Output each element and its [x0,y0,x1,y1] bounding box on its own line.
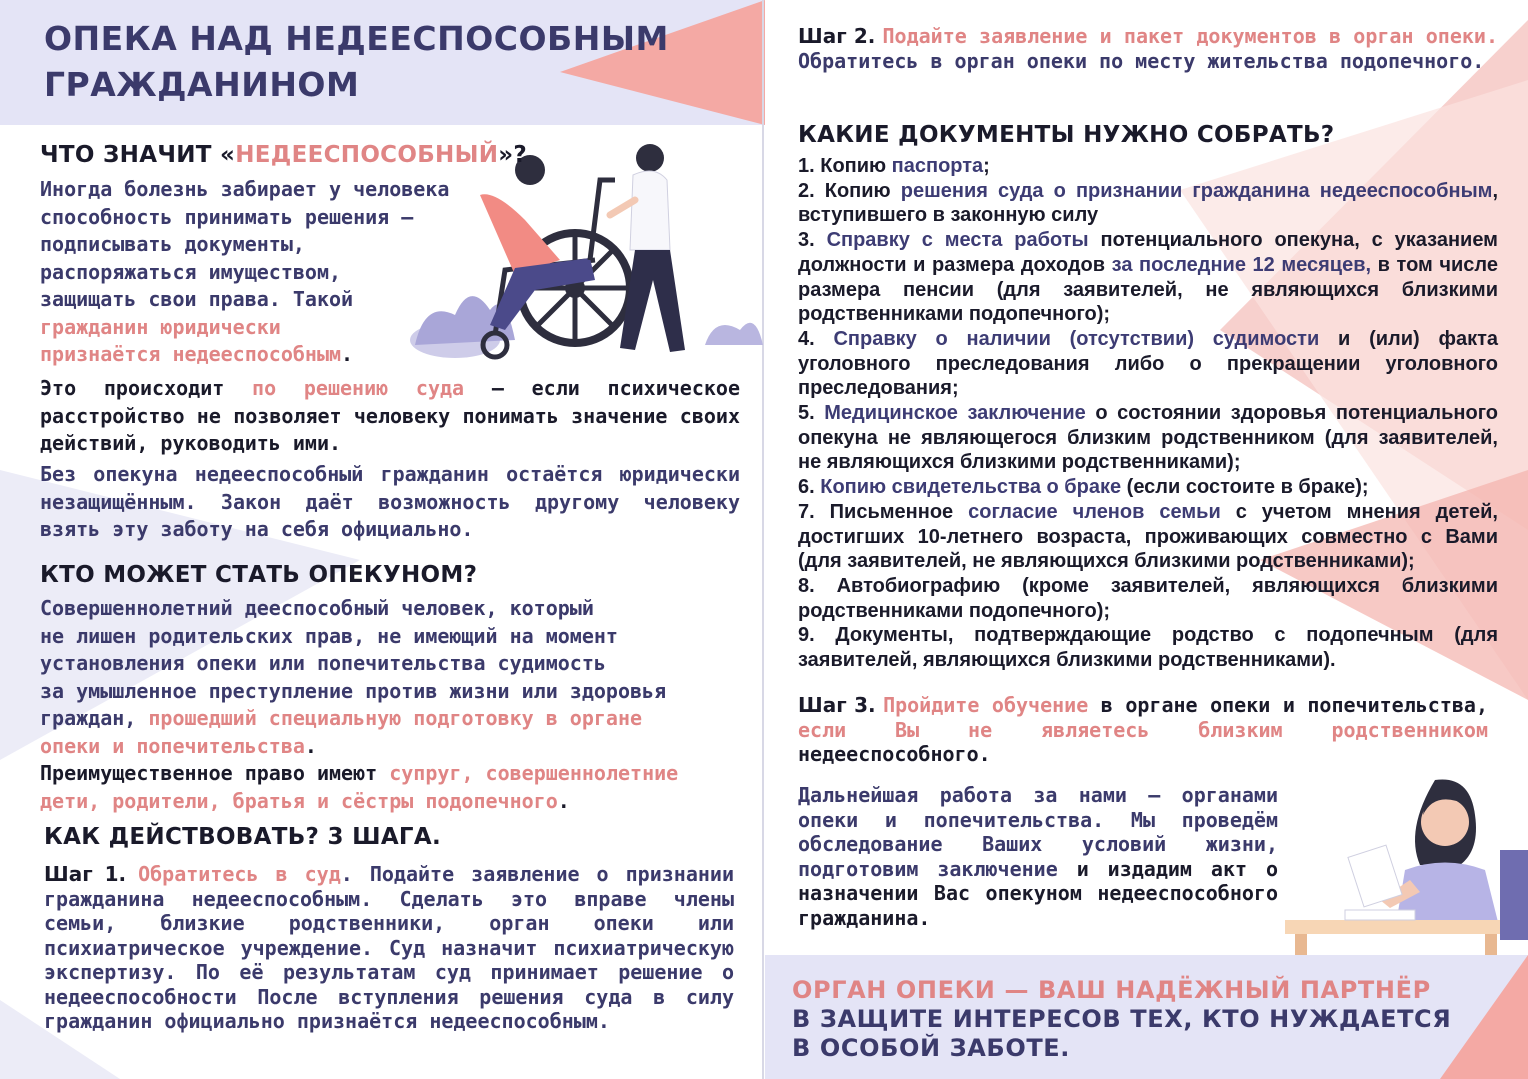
step-1-paragraph: Шаг 1. Обратитесь в суд. Подайте заявление о признании гражданина недееспособным. Сделать это вправе члены семьи, близкие родственники, орган опеки или психиатрическое учреждение. Суд назначит психиатрическую экспертизу. По её результатам суд принимает решение о недееспособности После вступления решения суда в силу гражданин официально признаётся недееспособным. [44,862,735,1033]
document-item-4: 4. Справку о наличии (отсутствии) судимости и (или) факта уголовного преследования либо о прекращении уголовного преследования; [798,327,1498,400]
step-2-paragraph: Шаг 2. Подайте заявление и пакет документов в орган опеки. Обратитесь в орган опеки по месту жительства подопечного. [798,24,1499,73]
what-paragraph-1: Иногда болезнь забирает у человека способность принимать решения — подписывать документы, распоряжаться имуществом, защищать свои права. Такой гражданин юридически признаётся недееспособным. [40,177,450,366]
document-item-7: 7. Письменное согласие членов семьи с учетом мнения детей, достигших 10-летнего возраста, проживающих совместно с Вами (для заявителей, не являющихся близкими родственниками); [798,500,1498,573]
final-banner-line-1: ОРГАН ОПЕКИ — ВАШ НАДЁЖНЫЙ ПАРТНЁР [792,976,1431,1004]
heading-highlight: НЕДЕЕСПОСОБНЫЙ [235,142,499,168]
heading-how-to-act: КАК ДЕЙСТВОВАТЬ? 3 ШАГА. [44,824,442,850]
heading-who-can: КТО МОЖЕТ СТАТЬ ОПЕКУНОМ? [40,562,478,588]
final-banner [792,976,1452,1063]
step-2-label: Шаг 2. [798,24,883,48]
step-3-paragraph: Шаг 3. Пройдите обучение в органе опеки и попечительства, если Вы не являетесь близким родственником недееспособного. [798,693,1489,766]
document-item-3: 3. Справку с места работы потенциального опекуна, с указанием должности и размера доходов за последние 12 месяцев, в том числе размера пенсии (для заявителей, не являющихся близкими родственниками подопечного); [798,229,1498,326]
document-item-2: 2. Копию решения суда о признании гражданина недееспособным, вступившего в законную силу [798,179,1499,227]
document-item-1: 1. Копию паспорта; [798,155,990,177]
document-item-8: 8. Автобиографию (кроме заявителей, являющихся близкими родственниками подопечного); [798,574,1498,622]
document-item-5: 5. Медицинское заключение о состоянии здоровья потенциального опекуна не являющегося близким родственником (для заявителей, не являющихся близкими родственниками); [798,402,1498,474]
step-1-label: Шаг 1. [44,862,139,886]
document-item-6: 6. Копию свидетельства о браке (если состоите в браке); [798,476,1369,499]
page-title: ОПЕКА НАД НЕДЕЕСПОСОБНЫМ ГРАЖДАНИНОМ [44,19,669,104]
final-banner-line-3: В ОСОБОЙ ЗАБОТЕ. [792,1034,1071,1062]
step-3-label: Шаг 3. [798,693,884,717]
documents-list [798,154,1498,673]
document-item-9: 9. Документы, подтверждающие родство с подопечным (для заявителей, являющихся близкими родственниками). [798,624,1498,672]
what-paragraph-2: Это происходит по решению суда — если психическое расстройство не позволяет человеку понимать значение своих действий, руководить ими. [40,376,741,455]
what-paragraph-3: Без опекуна недееспособный гражданин остаётся юридически незащищённым. Закон даёт возможность другому человеку взять эту заботу на себя официально. [40,462,740,541]
who-paragraph: Совершеннолетний дееспособный человек, который не лишен родительских прав, не имеющий на момент установления опеки или попечительства судимость за умышленное преступление против жизни или здоровья граждан, прошедший специальную подготовку в органе опеки и попечительства. Преимущественное право имеют супруг, совершеннолетние дети, родители, братья и сёстры подопечного. [40,596,679,813]
heading-what-means: ЧТО ЗНАЧИТ «НЕДЕЕСПОСОБНЫЙ»? [40,142,528,168]
specialist-illustration [1285,770,1528,955]
final-banner-line-2: В ЗАЩИТЕ ИНТЕРЕСОВ ТЕХ, КТО НУЖДАЕТСЯ [792,1005,1452,1033]
heading-documents: КАКИЕ ДОКУМЕНТЫ НУЖНО СОБРАТЬ? [798,122,1335,148]
further-work-paragraph: Дальнейшая работа за нами — органами опеки и попечительства. Мы проведём обследование Ваших условий жизни, подготовим заключение и издадим акт о назначении Вас опекуном недееспособного гражданина. [798,783,1278,930]
